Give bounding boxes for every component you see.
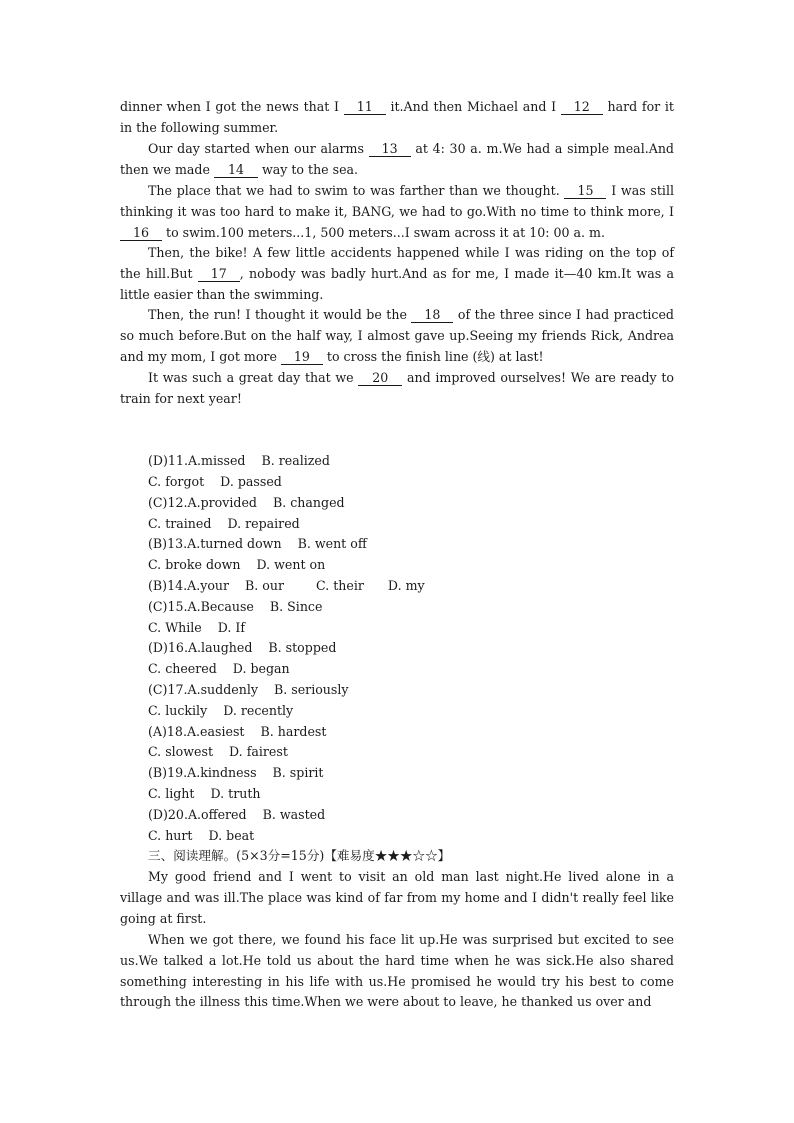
text-run: Our day started when our alarms — [148, 141, 369, 156]
option-line: (D)20.A.offered B. wasted — [148, 807, 326, 822]
section-heading: 三、阅读理解。(5×3分=15分)【难易度★★★☆☆】 — [148, 848, 451, 863]
option-line: (C)17.A.suddenly B. seriously — [148, 682, 349, 697]
text-run: , nobody was badly hurt.And as for me, I made it—40 km.It was a little easier than the swimming. — [120, 265, 674, 302]
passage-paragraph-2 — [120, 139, 674, 181]
blank-20: 20 — [358, 371, 402, 386]
blank-12: 12 — [561, 100, 603, 115]
option-line: C. cheered D. began — [148, 661, 290, 676]
text-run: and improved ourselves! We are ready to train for next year! — [120, 370, 674, 406]
blank-15: 15 — [564, 184, 606, 199]
option-line: (D)11.A.missed B. realized — [148, 453, 330, 468]
blank-17: 17 — [198, 267, 240, 282]
option-line: C. hurt D. beat — [148, 828, 255, 843]
text-run: to cross the finish line (线) at last! — [322, 348, 544, 364]
option-line: (B)19.A.kindness B. spirit — [148, 765, 324, 780]
text-run: The place that we had to swim to was farther than we thought. — [148, 183, 565, 198]
option-line: C. trained D. repaired — [148, 516, 300, 531]
text-run: to swim.100 meters...1, 500 meters...I swam across it at 10: 00 a. m. — [162, 224, 605, 240]
passage-paragraph-1 — [120, 97, 674, 139]
text-run: Then, the run! I thought it would be the — [148, 307, 412, 322]
option-line: C. slowest D. fairest — [148, 744, 288, 759]
blank-19: 19 — [281, 350, 323, 365]
text-run: Then, the bike! A few little accidents happened while I was riding on the top of the hill.But — [120, 245, 674, 281]
option-line: (B)14.A.your B. our C. their D. my — [148, 578, 425, 593]
blank-16: 16 — [120, 226, 162, 241]
option-line: C. light D. truth — [148, 786, 261, 801]
passage-paragraph-6 — [120, 368, 674, 410]
text-run: at 4: 30 a. m.We had a simple meal.And then we made — [120, 141, 674, 177]
reading-paragraph-1: My good friend and I went to visit an old man last night.He lived alone in a village and was ill.The place was kind of far from my home and I didn't really feel like going at first. — [120, 869, 674, 926]
blank-18: 18 — [411, 308, 453, 323]
option-line: (D)16.A.laughed B. stopped — [148, 640, 337, 655]
reading-paragraph-2: When we got there, we found his face lit up.He was surprised but excited to see us.We talked a lot.He told us about the hard time when he was sick.He also shared something interesting in his life with us.He promised he would try his best to come through the illness this time.When we were about to leave, he thanked us over and — [120, 932, 674, 1010]
option-line: (B)13.A.turned down B. went off — [148, 536, 367, 551]
passage-paragraph-5 — [120, 305, 674, 367]
option-line: C. luckily D. recently — [148, 703, 294, 718]
option-line: C. forgot D. passed — [148, 474, 282, 489]
text-run: It was such a great day that we — [148, 370, 359, 385]
option-line: (C)12.A.provided B. changed — [148, 495, 345, 510]
text-run: of the three since I had practiced so much before.But on the half way, I almost gave up.Seeing my friends Rick, Andrea and my mom, I got more — [120, 307, 674, 364]
text-run: hard for it in the following summer. — [120, 99, 674, 135]
text-run: I was still thinking it was too hard to make it, BANG, we had to go.With no time to think more, I — [120, 183, 674, 219]
blank-13: 13 — [369, 142, 411, 157]
option-line: (C)15.A.Because B. Since — [148, 599, 323, 614]
text-run: it.And then Michael and I — [385, 99, 561, 114]
text-run: way to the sea. — [257, 161, 359, 177]
passage-paragraph-4 — [120, 243, 674, 305]
option-line: C. While D. If — [148, 620, 246, 635]
passage-paragraph-3 — [120, 181, 674, 243]
blank-11: 11 — [344, 100, 386, 115]
text-run: dinner when I got the news that I — [120, 99, 344, 114]
option-line: (A)18.A.easiest B. hardest — [148, 724, 327, 739]
option-line: C. broke down D. went on — [148, 557, 326, 572]
blank-14: 14 — [214, 163, 258, 178]
